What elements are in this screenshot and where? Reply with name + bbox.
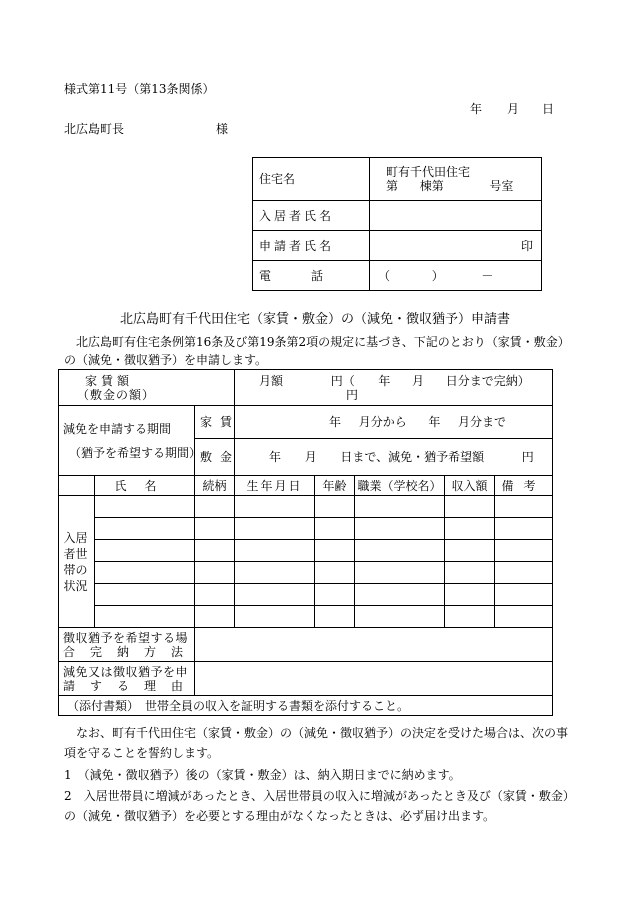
member-cell[interactable] bbox=[195, 496, 235, 518]
table-row bbox=[59, 518, 553, 540]
member-cell[interactable] bbox=[445, 496, 495, 518]
member-cell[interactable] bbox=[235, 518, 315, 540]
member-cell[interactable] bbox=[355, 562, 445, 584]
applicant-name-cell[interactable] bbox=[370, 231, 542, 261]
complete-payment-label2: 合完納方法 bbox=[63, 644, 199, 659]
intro-line2: の（減免・徴収猶予）を申請します。 bbox=[64, 353, 268, 367]
table-row bbox=[59, 606, 553, 628]
form-number: 様式第11号（第13条関係） bbox=[64, 82, 215, 96]
address-label-cell bbox=[253, 158, 370, 201]
addressee: 北広島町長 bbox=[64, 122, 125, 136]
date-month: 月 bbox=[507, 102, 520, 116]
member-cell[interactable] bbox=[355, 584, 445, 606]
member-cell[interactable] bbox=[315, 584, 355, 606]
reason-label-cell bbox=[59, 662, 199, 696]
address-line2-a: 第 bbox=[386, 179, 399, 193]
col-relation: 続柄 bbox=[195, 476, 235, 496]
household-label: 入居者世帯の状況 bbox=[63, 530, 88, 593]
table-row bbox=[59, 540, 553, 562]
phone-close: ） bbox=[431, 268, 444, 283]
member-cell[interactable] bbox=[355, 496, 445, 518]
member-cell[interactable] bbox=[445, 606, 495, 628]
col-name: 氏名 bbox=[95, 476, 195, 496]
rent-short-cell bbox=[195, 406, 241, 439]
complete-payment-label1: 徴収猶予を希望する場 bbox=[63, 630, 189, 645]
col-age: 年齢 bbox=[315, 476, 355, 496]
attachment-note: （添付書類） 世帯全員の収入を証明する書類を添付すること。 bbox=[67, 698, 410, 713]
col-remarks: 備考 bbox=[495, 476, 553, 496]
household-corner bbox=[59, 476, 95, 496]
member-cell[interactable] bbox=[355, 606, 445, 628]
member-cell[interactable] bbox=[315, 518, 355, 540]
phone-label: 電話 bbox=[259, 268, 364, 283]
rent-period-from: 月分から bbox=[358, 415, 407, 429]
member-cell[interactable] bbox=[95, 496, 195, 518]
period-label1: 減免を申請する期間 bbox=[63, 421, 172, 436]
applicant-label: 申請者氏名 bbox=[259, 238, 335, 253]
rent-label1: 家賃額 bbox=[85, 373, 134, 388]
col-birthdate: 生年月日 bbox=[235, 476, 315, 496]
deposit-year: 年 bbox=[269, 450, 282, 464]
member-cell[interactable] bbox=[495, 606, 553, 628]
pledge-item2-line1: 2 入居世帯員に増減があったとき、入居世帯員の収入に増減があったとき及び（家賃・敷金） bbox=[64, 789, 575, 803]
monthly-label: 月額 bbox=[259, 373, 284, 388]
pledge-item1: 1 （減免・徴収猶予）後の（家賃・敷金）は、納入期日までに納めます。 bbox=[64, 768, 461, 782]
member-cell[interactable] bbox=[315, 606, 355, 628]
deposit-period-cell[interactable] bbox=[235, 439, 553, 476]
reason-label1: 減免又は徴収猶予を申 bbox=[63, 664, 189, 679]
member-cell[interactable] bbox=[495, 518, 553, 540]
period-label-cell bbox=[59, 406, 202, 476]
applicant-label-cell bbox=[253, 231, 370, 261]
rent-period-year2: 年 bbox=[428, 415, 441, 429]
rent-short: 家賃 bbox=[200, 415, 241, 429]
member-cell[interactable] bbox=[195, 518, 235, 540]
member-cell[interactable] bbox=[195, 584, 235, 606]
attachment-cell bbox=[59, 696, 553, 716]
intro-line1: 北広島町有住宅条例第16条及び第19条第2項の規定に基づき、下記のとおり（家賃・敷金） bbox=[76, 335, 570, 349]
phone-dash: － bbox=[481, 268, 494, 283]
member-cell[interactable] bbox=[315, 562, 355, 584]
member-cell[interactable] bbox=[445, 518, 495, 540]
address-line1: 町有千代田住宅 bbox=[386, 165, 471, 179]
phone-label-cell bbox=[253, 261, 370, 291]
member-cell[interactable] bbox=[95, 584, 195, 606]
member-cell[interactable] bbox=[355, 540, 445, 562]
member-cell[interactable] bbox=[95, 518, 195, 540]
member-cell[interactable] bbox=[195, 540, 235, 562]
paid-month: 月 bbox=[412, 373, 425, 388]
pledge-item2-line2: の（減免・徴収猶予）を必要とする理由がなくなったときは、必ず届け出ます。 bbox=[64, 809, 496, 823]
rent-period-cell[interactable] bbox=[235, 406, 553, 439]
rent-period-to: 月分まで bbox=[458, 415, 507, 429]
member-cell[interactable] bbox=[495, 496, 553, 518]
paid-year: 年 bbox=[378, 373, 391, 388]
deposit-text: 日まで、減免・猶予希望額 bbox=[340, 450, 485, 464]
deposit-short: 敷金 bbox=[200, 450, 241, 464]
rent-label-cell bbox=[59, 370, 235, 406]
address-label: 住宅名 bbox=[259, 172, 296, 186]
member-cell[interactable] bbox=[445, 562, 495, 584]
member-cell[interactable] bbox=[495, 584, 553, 606]
complete-payment-cell[interactable] bbox=[195, 628, 553, 662]
member-cell[interactable] bbox=[235, 496, 315, 518]
yen-open: 円（ bbox=[330, 373, 355, 388]
resident-label: 入居者氏名 bbox=[259, 208, 335, 223]
deposit-short-cell bbox=[195, 439, 241, 476]
member-cell[interactable] bbox=[195, 606, 235, 628]
honorific: 様 bbox=[216, 122, 229, 136]
member-cell[interactable] bbox=[495, 562, 553, 584]
document-title: 北広島町有千代田住宅（家賃・敷金）の（減免・徴収猶予）申請書 bbox=[119, 312, 510, 327]
member-cell[interactable] bbox=[195, 562, 235, 584]
table-row bbox=[59, 584, 553, 606]
pledge-line2: 項を守ることを誓約します。 bbox=[64, 746, 220, 760]
member-cell[interactable] bbox=[235, 562, 315, 584]
member-cell[interactable] bbox=[315, 496, 355, 518]
rent-value-cell[interactable] bbox=[235, 370, 553, 406]
resident-label-cell bbox=[253, 201, 370, 231]
phone-cell[interactable] bbox=[370, 261, 542, 291]
date-day: 日 bbox=[542, 102, 555, 116]
pledge-line1: なお、町有千代田住宅（家賃・敷金）の（減免・徴収猶予）の決定を受けた場合は、次の事 bbox=[76, 726, 569, 740]
complete-payment-label-cell bbox=[59, 628, 199, 662]
deposit-yen: 円 bbox=[521, 450, 534, 464]
rent-period-year1: 年 bbox=[329, 415, 342, 429]
member-cell[interactable] bbox=[315, 540, 355, 562]
phone-open: （ bbox=[378, 268, 391, 283]
reason-label2: 請する理由 bbox=[63, 678, 199, 693]
date-year: 年 bbox=[470, 102, 483, 116]
household-label-cell bbox=[59, 496, 95, 628]
col-occupation: 職業（学校名） bbox=[355, 476, 445, 496]
reason-cell[interactable] bbox=[195, 662, 553, 696]
resident-name-cell[interactable] bbox=[370, 201, 542, 231]
deposit-month: 月 bbox=[304, 450, 317, 464]
member-cell[interactable] bbox=[95, 540, 195, 562]
member-cell[interactable] bbox=[445, 540, 495, 562]
table-row bbox=[59, 562, 553, 584]
member-cell[interactable] bbox=[445, 584, 495, 606]
period-label2: （猶予を希望する期間） bbox=[69, 445, 202, 460]
until-paid: 日分まで完納） bbox=[445, 373, 530, 388]
main-table bbox=[58, 369, 553, 716]
member-cell[interactable] bbox=[495, 540, 553, 562]
member-cell[interactable] bbox=[95, 562, 195, 584]
member-cell[interactable] bbox=[355, 518, 445, 540]
seal-mark: 印 bbox=[520, 238, 533, 253]
address-cell[interactable] bbox=[370, 158, 542, 201]
rent-label2: （敷金の額） bbox=[77, 387, 156, 402]
member-cell[interactable] bbox=[95, 606, 195, 628]
member-cell[interactable] bbox=[235, 606, 315, 628]
applicant-table bbox=[252, 157, 542, 291]
col-income: 収入額 bbox=[445, 476, 495, 496]
member-cell[interactable] bbox=[235, 540, 315, 562]
deposit-yen-label: 円 bbox=[346, 387, 359, 402]
address-line2-b: 棟第 bbox=[419, 179, 444, 193]
member-cell[interactable] bbox=[235, 584, 315, 606]
address-line2-c: 号室 bbox=[489, 179, 514, 193]
